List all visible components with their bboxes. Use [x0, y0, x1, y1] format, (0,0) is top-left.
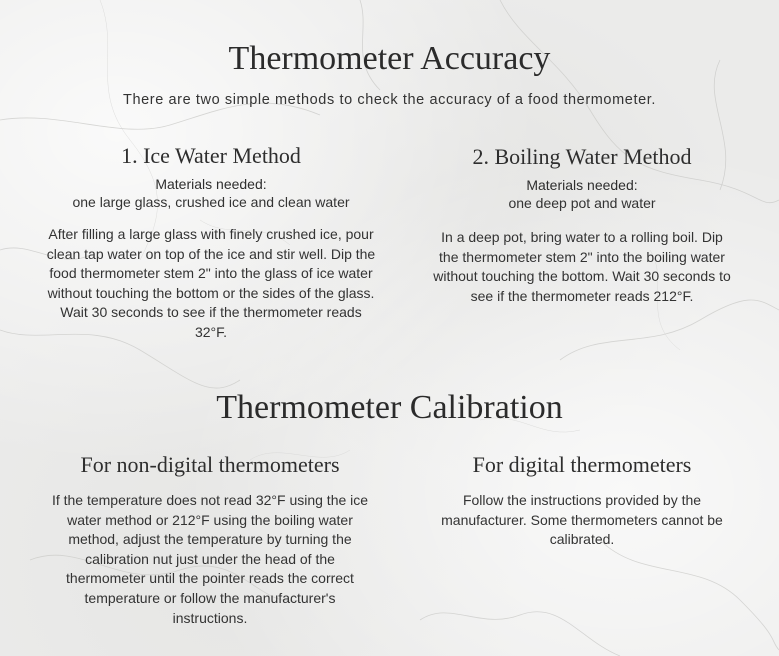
- boiling-water-instructions: In a deep pot, bring water to a rolling boil. Dip the thermometer stem 2" into the boiling water without touching the bottom. Wait 30 seconds to see if the thermometer reads 212°F.: [433, 229, 731, 304]
- ice-water-heading: 1. Ice Water Method: [121, 143, 301, 168]
- calibration-title: Thermometer Calibration: [216, 389, 563, 426]
- accuracy-intro: There are two simple methods to check the accuracy of a food thermometer.: [122, 92, 656, 108]
- boiling-water-heading: 2. Boiling Water Method: [472, 144, 692, 169]
- boiling-water-materials: one deep pot and water: [508, 195, 656, 211]
- digital-calibration: [437, 452, 727, 550]
- digital-instructions: Follow the instructions provided by the manufacturer. Some thermometers cannot be calibrated.: [441, 492, 723, 548]
- ice-water-method: [46, 143, 376, 343]
- ice-water-materials: one large glass, crushed ice and clean water: [72, 194, 350, 210]
- non-digital-instructions: If the temperature does not read 32°F using the ice water method or 212°F using the boiling water method, adjust the temperature by turning the calibration nut just under the head of the thermometer until the pointer reads the correct temperature or follow the manufacturer's instructions.: [51, 492, 369, 626]
- digital-heading: For digital thermometers: [472, 452, 692, 477]
- ice-water-instructions: After filling a large glass with finely crushed ice, pour clean tap water on top of the ice and stir well. Dip the food thermometer stem 2" into the glass of ice water without touching the bottom or the sides of the glass. Wait 30 seconds to see if the thermometer reads 32°F.: [46, 226, 376, 340]
- non-digital-calibration: [46, 452, 374, 628]
- non-digital-heading: For non-digital thermometers: [80, 452, 340, 477]
- accuracy-title: Thermometer Accuracy: [228, 40, 551, 77]
- boiling-water-materials-label: Materials needed:: [526, 177, 638, 193]
- ice-water-materials-label: Materials needed:: [155, 176, 267, 192]
- boiling-water-method: [432, 144, 732, 306]
